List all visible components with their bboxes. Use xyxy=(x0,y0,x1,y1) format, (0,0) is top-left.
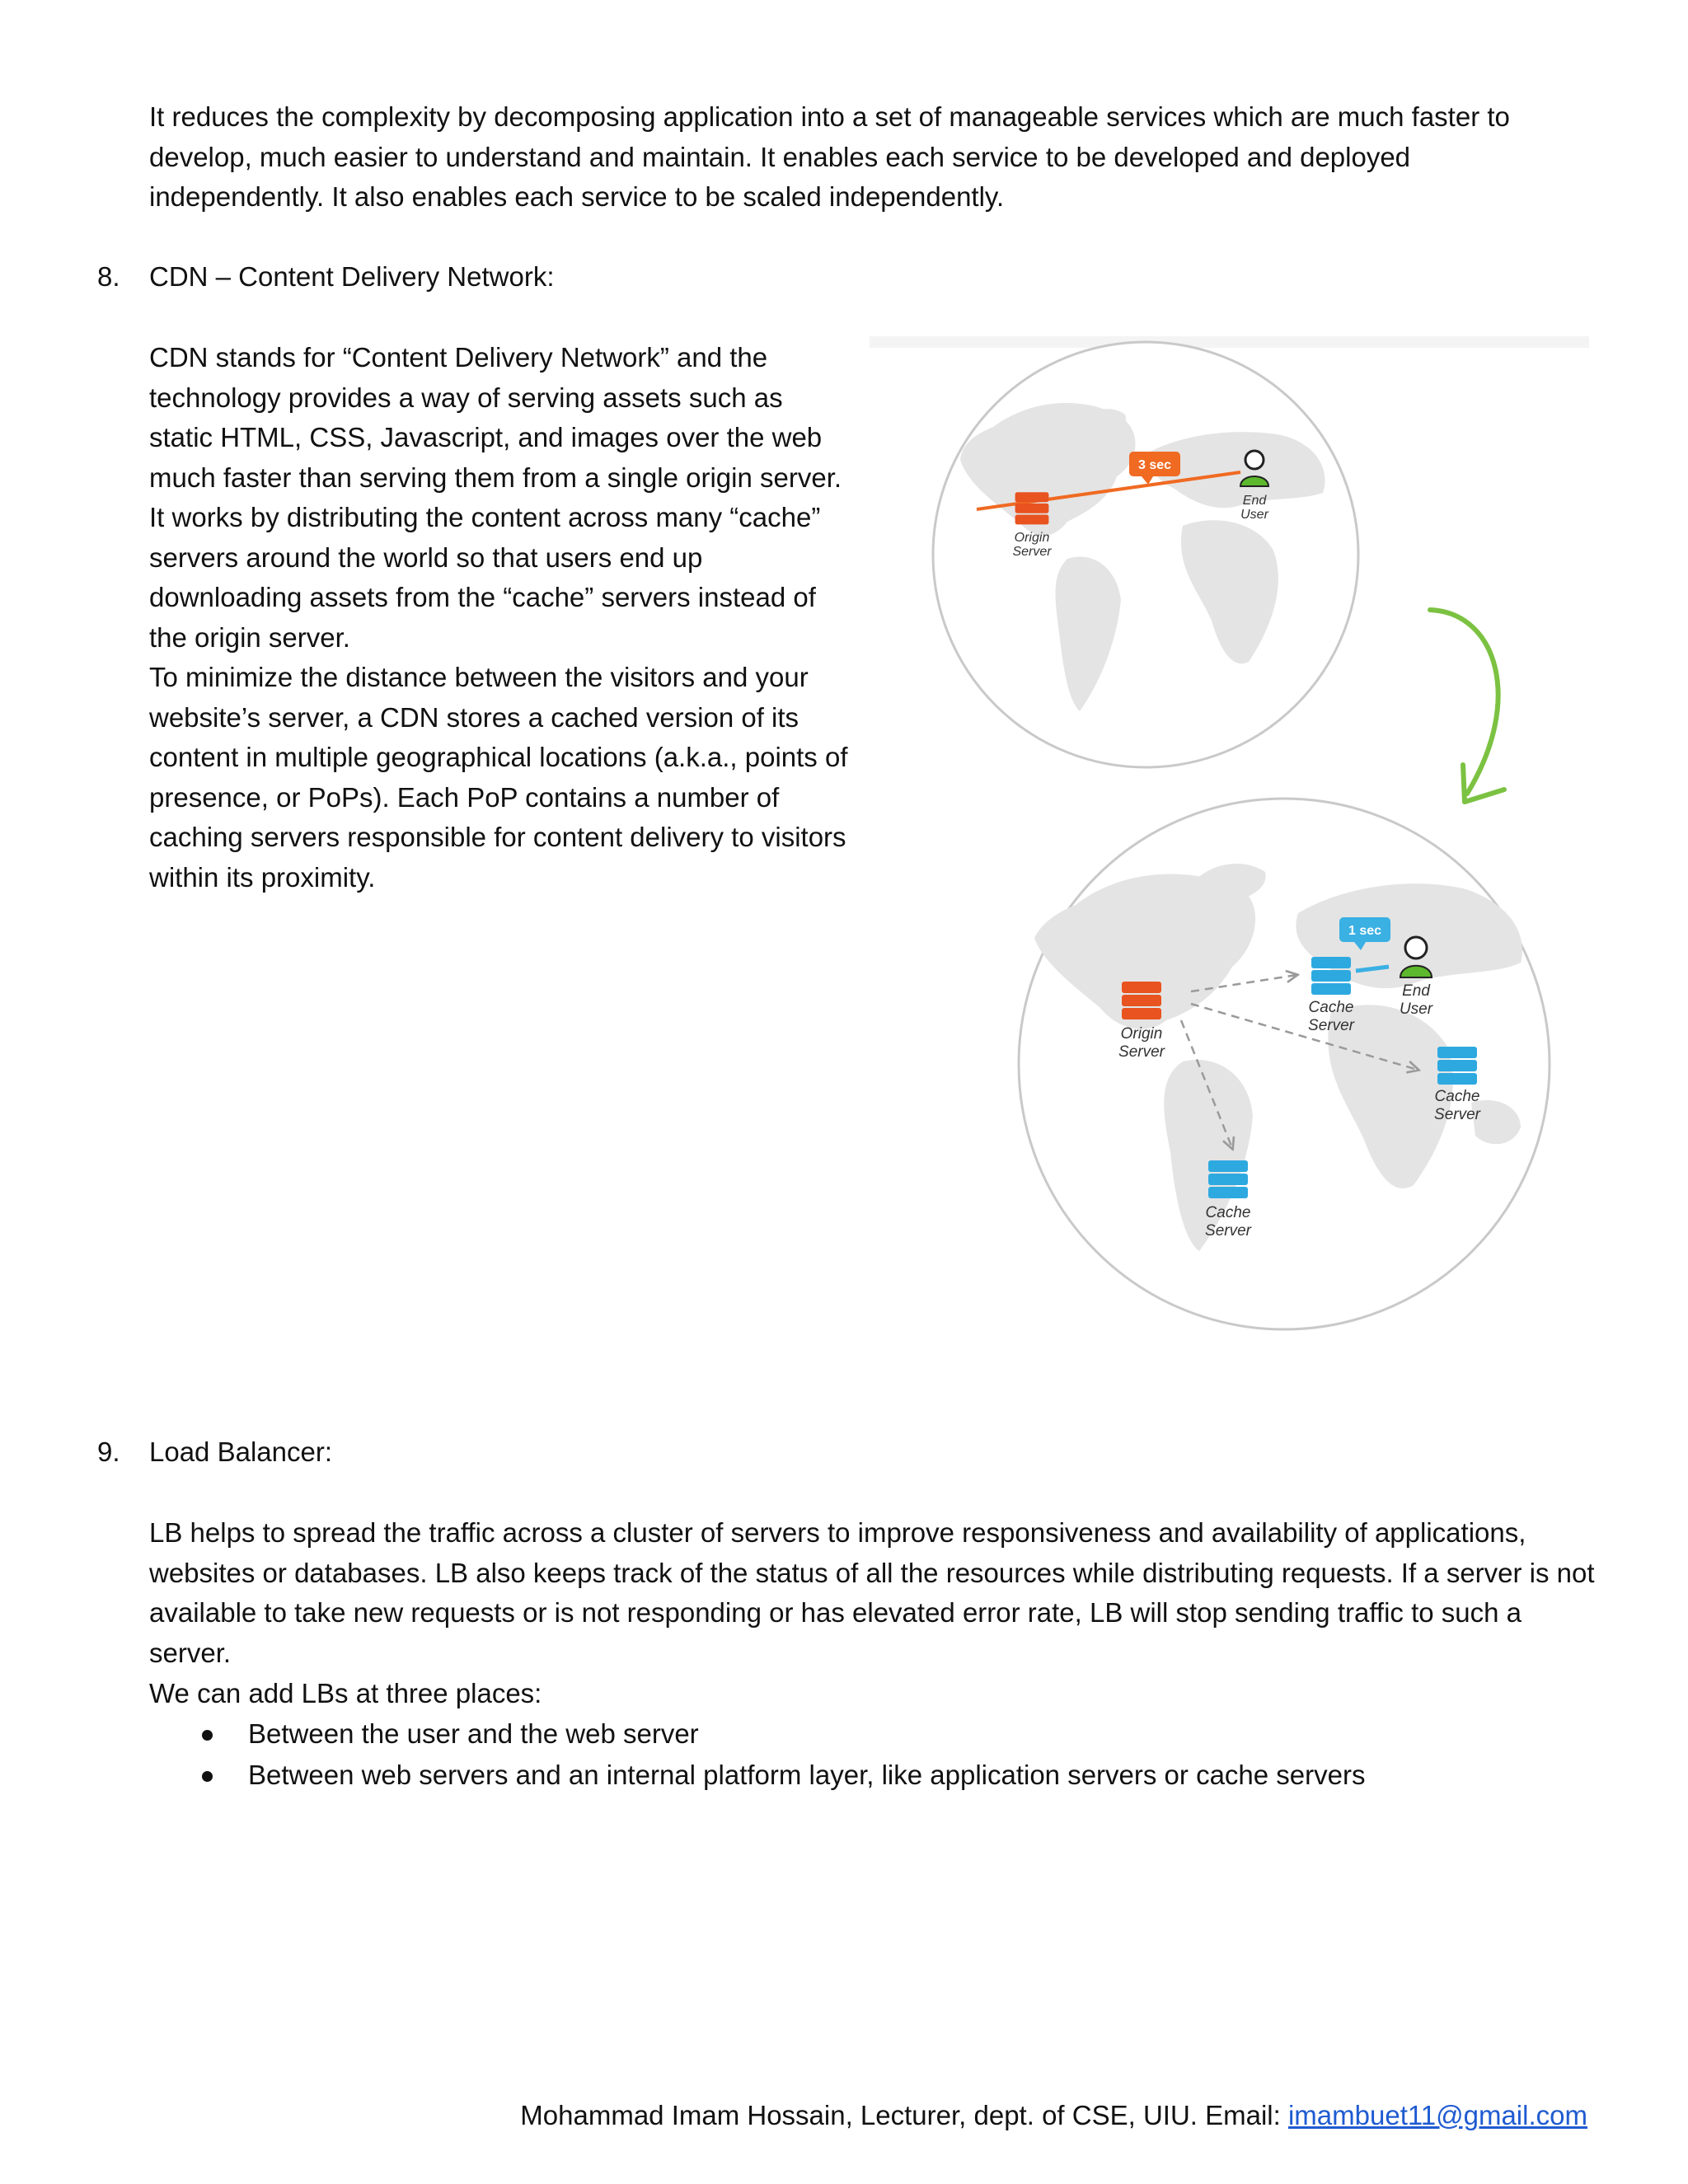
transition-arrow-icon xyxy=(1430,610,1504,802)
cdn-paragraph-2: To minimize the distance between the visitors and your website’s server, a CDN stores a cached version of its content in multiple geographical locations (a.k.a., points of presence, or PoPs). Each PoP contains a number of caching servers responsible for content delivery to visitors within its proximity. xyxy=(149,662,848,893)
svg-text:3 sec: 3 sec xyxy=(1137,458,1172,472)
cache-europe-label-line1: Cache xyxy=(1308,999,1354,1016)
cache-africa-label-line2: Server xyxy=(1434,1106,1480,1123)
user-label-line1: End xyxy=(1402,982,1430,1000)
bullet-icon xyxy=(202,1771,213,1782)
user-label-line1: End xyxy=(1242,494,1267,508)
footer-author: Mohammad Imam Hossain, Lecturer, dept. of CSE, UIU. Email: xyxy=(520,2100,1288,2130)
bullet-icon xyxy=(202,1730,213,1741)
cache-southamerica-label-line2: Server xyxy=(1205,1222,1251,1240)
section-9-number: 9. xyxy=(97,1436,120,1467)
section-8-heading: CDN – Content Delivery Network: xyxy=(149,261,555,292)
origin-label-line1: Origin xyxy=(1120,1025,1163,1043)
cache-server-africa-icon xyxy=(1437,1047,1477,1085)
cdn-paragraph-1: CDN stands for “Content Delivery Network” and the technology provides a way of serving assets such as static HTML, CSS, Javascript, and images over the web much faster than serving them from a single origin server. It works by distributing the content across many “cache” servers around the world so that users end up downloading assets from the “cache” servers instead of the origin server. xyxy=(149,342,842,653)
intro-paragraph: It reduces the complexity by decomposing application into a set of manageable services which are much faster to develop, much easier to understand and maintain. It enables each service to be developed and deployed independently. It also enables each service to be scaled independently. xyxy=(149,101,1510,212)
lb-paragraph-1: LB helps to spread the traffic across a cluster of servers to improve responsiveness and availability of applications, websites or databases. LB also keeps track of the status of all the resources while distributing requests. If a server is not available to take new requests or is not responding or has elevated error rate, LB will stop sending traffic to such a server. xyxy=(149,1517,1595,1668)
origin-label-line1: Origin xyxy=(1014,531,1050,545)
list-item: Between web servers and an internal platform layer, like application servers or cache servers xyxy=(149,1755,1600,1797)
section-8-number: 8. xyxy=(97,261,120,292)
lb-paragraph-2: We can add LBs at three places: xyxy=(149,1678,542,1708)
origin-label-line2: Server xyxy=(1118,1043,1165,1061)
top-globe xyxy=(933,342,1358,767)
section-9-heading: Load Balancer: xyxy=(149,1436,332,1467)
origin-server-icon xyxy=(1122,982,1161,1019)
cache-southamerica-label-line1: Cache xyxy=(1205,1204,1251,1221)
list-item: Between the user and the web server xyxy=(149,1714,1600,1755)
cache-server-europe-icon xyxy=(1311,957,1351,995)
cache-europe-label-line2: Server xyxy=(1308,1017,1354,1034)
figure-top-band xyxy=(870,336,1589,348)
lb-placement-list xyxy=(149,1714,1600,1797)
origin-label-line2: Server xyxy=(1012,545,1052,559)
origin-server-icon xyxy=(1015,492,1049,524)
footer xyxy=(520,2096,1587,2136)
cache-africa-label-line1: Cache xyxy=(1434,1088,1480,1105)
cdn-diagram xyxy=(870,336,1589,1333)
cache-server-southamerica-icon xyxy=(1208,1160,1248,1198)
user-label-line2: User xyxy=(1399,1001,1433,1018)
svg-text:1 sec: 1 sec xyxy=(1348,924,1382,938)
bottom-globe xyxy=(1019,799,1550,1329)
footer-email-link[interactable]: imambuet11@gmail.com xyxy=(1287,2100,1587,2130)
user-label-line2: User xyxy=(1240,508,1268,522)
